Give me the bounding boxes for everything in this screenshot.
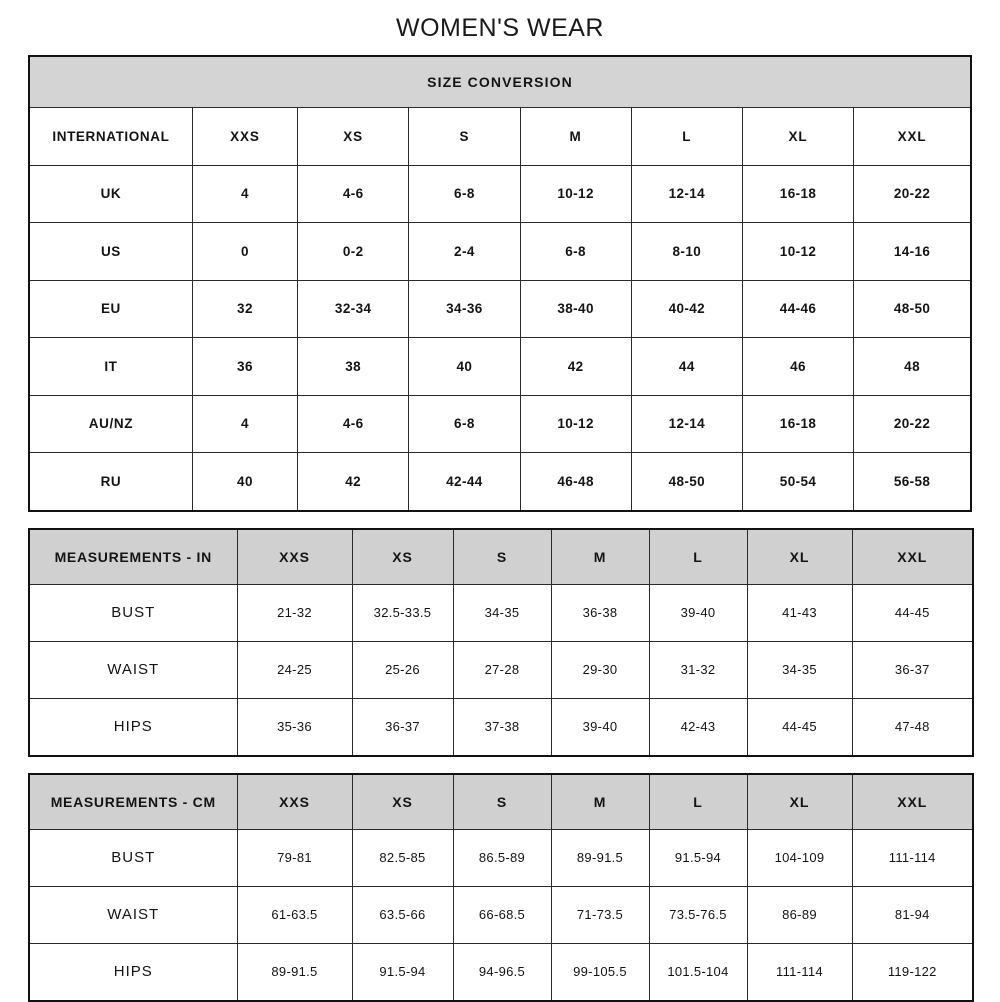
- row-label-bust: BUST: [29, 829, 237, 886]
- cell: 6-8: [409, 165, 520, 223]
- cell: 89-91.5: [237, 943, 352, 1001]
- cell: 0-2: [298, 223, 409, 281]
- cell: 73.5-76.5: [649, 886, 747, 943]
- cell: 48-50: [631, 453, 742, 511]
- row-label-aunz: AU/NZ: [29, 395, 192, 453]
- cell: 39-40: [649, 584, 747, 641]
- cell: 42: [520, 338, 631, 396]
- cell: 71-73.5: [551, 886, 649, 943]
- cell: 99-105.5: [551, 943, 649, 1001]
- cell: 79-81: [237, 829, 352, 886]
- table-banner-row: [29, 56, 971, 108]
- cell: 16-18: [742, 165, 853, 223]
- cell: 104-109: [747, 829, 852, 886]
- header-xl: XL: [747, 774, 852, 830]
- cell: 20-22: [854, 165, 971, 223]
- cell: 34-35: [747, 641, 852, 698]
- header-m: M: [551, 529, 649, 585]
- table-row: [29, 886, 973, 943]
- cell: 94-96.5: [453, 943, 551, 1001]
- cell: 20-22: [854, 395, 971, 453]
- cell: 46-48: [520, 453, 631, 511]
- table-row: [29, 280, 971, 338]
- row-label-hips: HIPS: [29, 943, 237, 1001]
- header-xs: XS: [352, 774, 453, 830]
- table-row: [29, 698, 973, 756]
- cell: 44: [631, 338, 742, 396]
- cell: 41-43: [747, 584, 852, 641]
- cell: 48: [854, 338, 971, 396]
- size-conversion-banner: SIZE CONVERSION: [29, 56, 971, 108]
- cell: 56-58: [854, 453, 971, 511]
- cell: 25-26: [352, 641, 453, 698]
- cell: 21-32: [237, 584, 352, 641]
- cell: 32: [192, 280, 297, 338]
- cell: 42-44: [409, 453, 520, 511]
- cell: 37-38: [453, 698, 551, 756]
- cell: 32-34: [298, 280, 409, 338]
- table-header-row: [29, 108, 971, 166]
- row-label-it: IT: [29, 338, 192, 396]
- header-s: S: [453, 529, 551, 585]
- header-xxl: XXL: [854, 108, 971, 166]
- cell: 86.5-89: [453, 829, 551, 886]
- table-row: [29, 943, 973, 1001]
- cell: 12-14: [631, 165, 742, 223]
- header-l: L: [649, 529, 747, 585]
- cell: 47-48: [852, 698, 973, 756]
- table-row: [29, 453, 971, 511]
- cell: 14-16: [854, 223, 971, 281]
- cell: 4: [192, 395, 297, 453]
- cell: 40: [409, 338, 520, 396]
- cell: 82.5-85: [352, 829, 453, 886]
- cell: 2-4: [409, 223, 520, 281]
- cell: 86-89: [747, 886, 852, 943]
- cell: 29-30: [551, 641, 649, 698]
- table-gap: [28, 512, 972, 528]
- table-header-row: [29, 774, 973, 830]
- cell: 34-36: [409, 280, 520, 338]
- cell: 38: [298, 338, 409, 396]
- cell: 35-36: [237, 698, 352, 756]
- cell: 40: [192, 453, 297, 511]
- header-xl: XL: [747, 529, 852, 585]
- cell: 44-45: [747, 698, 852, 756]
- cell: 91.5-94: [352, 943, 453, 1001]
- cell: 81-94: [852, 886, 973, 943]
- header-xxs: XXS: [192, 108, 297, 166]
- cell: 39-40: [551, 698, 649, 756]
- header-s: S: [409, 108, 520, 166]
- header-xxl: XXL: [852, 529, 973, 585]
- header-l: L: [631, 108, 742, 166]
- header-l: L: [649, 774, 747, 830]
- cell: 4-6: [298, 395, 409, 453]
- cell: 24-25: [237, 641, 352, 698]
- cell: 16-18: [742, 395, 853, 453]
- header-xl: XL: [742, 108, 853, 166]
- header-xs: XS: [298, 108, 409, 166]
- cell: 36-38: [551, 584, 649, 641]
- cell: 111-114: [747, 943, 852, 1001]
- cell: 31-32: [649, 641, 747, 698]
- row-label-eu: EU: [29, 280, 192, 338]
- cell: 38-40: [520, 280, 631, 338]
- table-row: [29, 641, 973, 698]
- measurements-cm-table: [28, 773, 974, 1002]
- header-m: M: [520, 108, 631, 166]
- measurements-in-table: [28, 528, 974, 757]
- cell: 40-42: [631, 280, 742, 338]
- cell: 63.5-66: [352, 886, 453, 943]
- table-gap: [28, 757, 972, 773]
- cell: 34-35: [453, 584, 551, 641]
- table-row: [29, 223, 971, 281]
- cell: 6-8: [409, 395, 520, 453]
- cell: 119-122: [852, 943, 973, 1001]
- cell: 8-10: [631, 223, 742, 281]
- row-label-bust: BUST: [29, 584, 237, 641]
- header-measurements-in: MEASUREMENTS - IN: [29, 529, 237, 585]
- cell: 66-68.5: [453, 886, 551, 943]
- row-label-us: US: [29, 223, 192, 281]
- cell: 6-8: [520, 223, 631, 281]
- cell: 12-14: [631, 395, 742, 453]
- row-label-hips: HIPS: [29, 698, 237, 756]
- cell: 91.5-94: [649, 829, 747, 886]
- row-label-waist: WAIST: [29, 886, 237, 943]
- cell: 111-114: [852, 829, 973, 886]
- cell: 50-54: [742, 453, 853, 511]
- cell: 89-91.5: [551, 829, 649, 886]
- table-row: [29, 395, 971, 453]
- table-row: [29, 338, 971, 396]
- cell: 0: [192, 223, 297, 281]
- cell: 36-37: [852, 641, 973, 698]
- row-label-ru: RU: [29, 453, 192, 511]
- cell: 44-45: [852, 584, 973, 641]
- cell: 10-12: [742, 223, 853, 281]
- header-m: M: [551, 774, 649, 830]
- cell: 61-63.5: [237, 886, 352, 943]
- cell: 42-43: [649, 698, 747, 756]
- page-title: WOMEN'S WEAR: [396, 14, 604, 42]
- cell: 4-6: [298, 165, 409, 223]
- cell: 46: [742, 338, 853, 396]
- table-row: [29, 584, 973, 641]
- header-xxs: XXS: [237, 529, 352, 585]
- cell: 36: [192, 338, 297, 396]
- cell: 10-12: [520, 165, 631, 223]
- cell: 42: [298, 453, 409, 511]
- row-label-waist: WAIST: [29, 641, 237, 698]
- header-s: S: [453, 774, 551, 830]
- row-label-uk: UK: [29, 165, 192, 223]
- header-international: INTERNATIONAL: [29, 108, 192, 166]
- cell: 32.5-33.5: [352, 584, 453, 641]
- header-xxs: XXS: [237, 774, 352, 830]
- cell: 44-46: [742, 280, 853, 338]
- cell: 4: [192, 165, 297, 223]
- cell: 27-28: [453, 641, 551, 698]
- cell: 10-12: [520, 395, 631, 453]
- header-xs: XS: [352, 529, 453, 585]
- header-xxl: XXL: [852, 774, 973, 830]
- cell: 48-50: [854, 280, 971, 338]
- header-measurements-cm: MEASUREMENTS - CM: [29, 774, 237, 830]
- table-row: [29, 829, 973, 886]
- cell: 101.5-104: [649, 943, 747, 1001]
- size-conversion-table: [28, 55, 972, 512]
- table-header-row: [29, 529, 973, 585]
- cell: 36-37: [352, 698, 453, 756]
- table-row: [29, 165, 971, 223]
